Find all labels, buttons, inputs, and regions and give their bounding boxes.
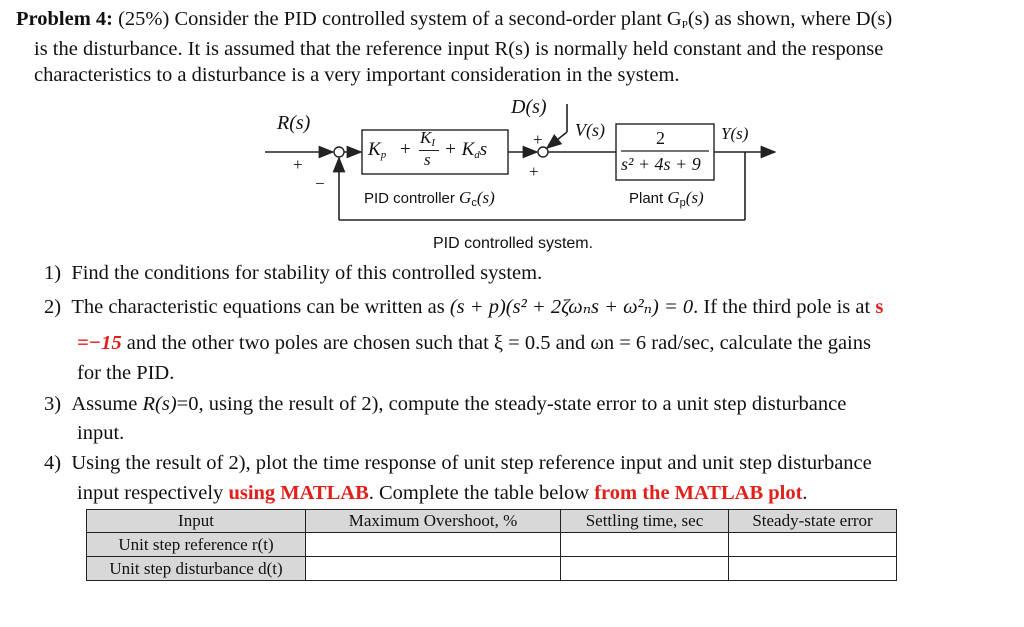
row-label-reference: Unit step reference r(t) bbox=[87, 533, 306, 557]
plus-sign-1: + bbox=[293, 155, 303, 174]
table-row bbox=[87, 557, 897, 581]
item-3-line-2: input. bbox=[77, 422, 125, 444]
item-1: 1) Find the conditions for stability of this controlled system. bbox=[44, 262, 543, 284]
table-header-row bbox=[87, 510, 897, 533]
cell-disturbance-sse[interactable] bbox=[729, 557, 897, 581]
output-label: Y(s) bbox=[721, 124, 749, 143]
figure-caption: PID controlled system. bbox=[433, 235, 594, 252]
plant-caption: Plant $G_p(s)$ bbox=[629, 188, 704, 209]
plant-numerator: 2 bbox=[656, 128, 665, 148]
problem-weight: (25%) bbox=[118, 8, 170, 30]
header-overshoot: Maximum Overshoot, % bbox=[306, 510, 561, 533]
header-settling: Settling time, sec bbox=[561, 510, 729, 533]
v-label: V(s) bbox=[575, 120, 605, 140]
controller-caption: PID controller $G_c(s)$ bbox=[364, 188, 495, 209]
results-table bbox=[86, 509, 897, 581]
summing-junction-1 bbox=[334, 147, 344, 157]
item-2-line-2: =−15 and the other two poles are chosen such that ξ = 0.5 and ωn = 6 rad/sec, calculate the gains bbox=[77, 332, 871, 354]
pole-s: s bbox=[875, 296, 884, 318]
plus-term: + bbox=[400, 139, 411, 160]
item-4: 4) Using the result of 2), plot the time response of unit step reference input and unit step disturbance bbox=[44, 452, 872, 474]
input-label: R(s) bbox=[277, 112, 311, 134]
pole-value: =−15 bbox=[77, 332, 122, 354]
matlab-highlight-2: from the MATLAB plot bbox=[594, 482, 803, 504]
item-2: 2) The characteristic equations can be written as (s + p)(s² + 2ζωₙs + ω²ₙ) = 0. If the third pole is at s bbox=[44, 296, 884, 318]
item-3: 3) Assume R(s)=0, using the result of 2), compute the steady-state error to a unit step disturbance bbox=[44, 393, 847, 415]
header-input: Input bbox=[87, 510, 306, 533]
plus-sign-2: + bbox=[533, 130, 543, 149]
cell-disturbance-overshoot[interactable] bbox=[306, 557, 561, 581]
item-4-line-2: input respectively using MATLAB. Complete the table below from the MATLAB plot. bbox=[77, 482, 808, 504]
problem-line-1-sub: P bbox=[681, 19, 688, 31]
cell-reference-overshoot[interactable] bbox=[306, 533, 561, 557]
problem-line-3: characteristics to a disturbance is a very important consideration in the system. bbox=[34, 64, 680, 86]
disturbance-label: D(s) bbox=[511, 96, 547, 118]
row-label-disturbance: Unit step disturbance d(t) bbox=[87, 557, 306, 581]
disturbance-arrow bbox=[547, 132, 567, 148]
ki-term: $K_I$ bbox=[420, 128, 436, 149]
cell-reference-sse[interactable] bbox=[729, 533, 897, 557]
problem-line-1 bbox=[16, 6, 892, 39]
minus-sign-1: − bbox=[315, 174, 325, 193]
item-2-line-3: for the PID. bbox=[77, 362, 175, 384]
plus-sign-3: + bbox=[529, 162, 539, 181]
kp-term: $K_p$ bbox=[368, 139, 387, 161]
problem-line-1-text: Consider the PID controlled system of a second-order plant G bbox=[174, 8, 682, 30]
problem-line-2: is the disturbance. It is assumed that the reference input R(s) is normally held constant and the response bbox=[34, 38, 884, 60]
kd-term: + $K_ds$ bbox=[444, 139, 488, 161]
problem-label: Problem 4: bbox=[16, 8, 113, 30]
header-sse: Steady-state error bbox=[729, 510, 897, 533]
characteristic-equation: (s + p)(s² + 2ζωₙs + ω²ₙ) = 0 bbox=[449, 296, 694, 318]
plant-denominator: s² + 4s + 9 bbox=[621, 154, 701, 174]
problem-line-1-tail: (s) as shown, where D(s) bbox=[687, 8, 893, 30]
ki-denominator: s bbox=[424, 150, 431, 169]
cell-disturbance-settling[interactable] bbox=[561, 557, 729, 581]
cell-reference-settling[interactable] bbox=[561, 533, 729, 557]
matlab-highlight-1: using MATLAB bbox=[228, 482, 369, 504]
table-row bbox=[87, 533, 897, 557]
